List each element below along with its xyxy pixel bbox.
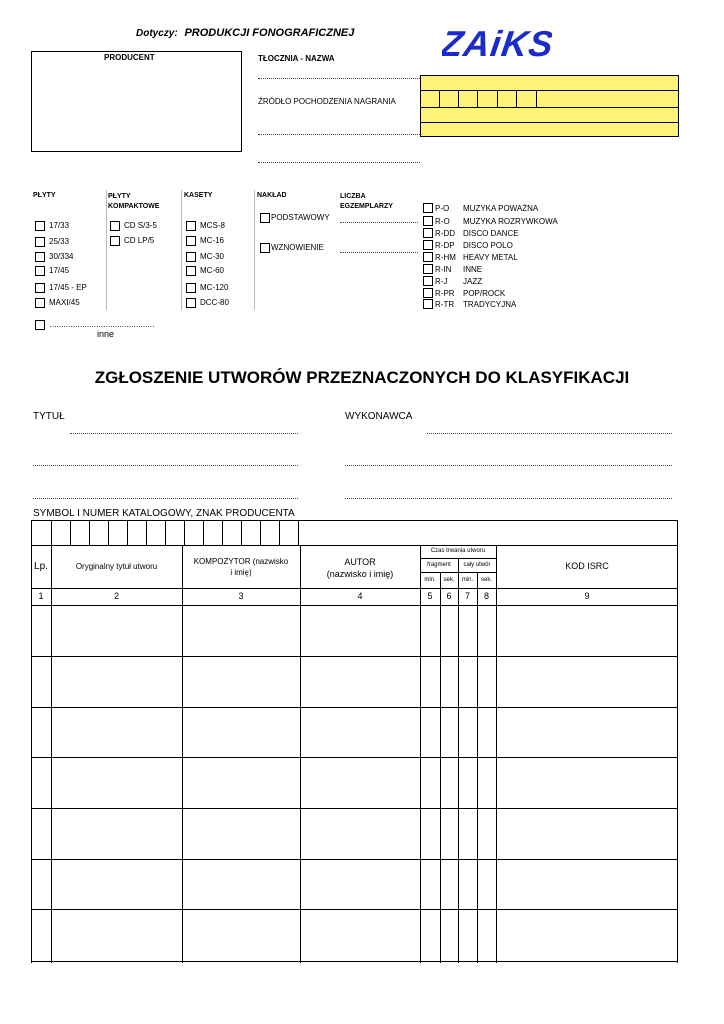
table-row[interactable] [31, 605, 678, 656]
checkbox-icon[interactable] [423, 203, 433, 213]
genre-code: R-DD [435, 229, 455, 238]
col-number: 2 [113, 591, 119, 601]
checkbox-icon[interactable] [35, 320, 45, 330]
liczba-title-line1: LICZBA [340, 193, 366, 200]
genre-name: POP/ROCK [463, 289, 506, 298]
checkbox-icon[interactable] [423, 276, 433, 286]
col-number: 5 [427, 591, 433, 601]
zaiks-logo [442, 22, 552, 62]
option-label: PODSTAWOWY [271, 213, 330, 222]
option-label: 30/334 [49, 252, 74, 261]
liczba-line-2[interactable] [340, 252, 418, 253]
checkbox-icon[interactable] [423, 216, 433, 226]
table-row[interactable] [31, 757, 678, 808]
symbol-label: SYMBOL I NUMER KATALOGOWY, ZNAK PRODUCENTA [33, 508, 295, 519]
option-label: 17/45 [49, 266, 70, 275]
genre-name: HEAVY METAL [463, 253, 518, 262]
page-title: ZGŁOSZENIE UTWORÓW PRZEZNACZONYCH DO KLASYFIKACJI [94, 368, 630, 387]
genre-name: JAZZ [463, 277, 483, 286]
col-number: 7 [464, 591, 470, 601]
extra-line[interactable] [258, 162, 420, 163]
checkbox-icon[interactable] [423, 252, 433, 262]
col-number: 3 [238, 591, 244, 601]
symbol-boxes[interactable] [31, 520, 678, 546]
option-label: CD LP/5 [124, 236, 155, 245]
table-row[interactable] [31, 808, 678, 859]
checkbox-icon[interactable] [423, 264, 433, 274]
checkbox-icon[interactable] [35, 298, 45, 308]
option-label: 17/45 - EP [49, 283, 87, 292]
caly-header: cały utwór [463, 562, 491, 568]
col-number: 8 [483, 591, 489, 601]
zaiks-logo-text: ZAiKS [442, 23, 552, 62]
tytul-line-2[interactable] [33, 465, 298, 466]
fragment-header: fragment [427, 562, 451, 568]
zrodlo-label: ŹRÓDŁO POCHODZENIA NAGRANIA [258, 97, 396, 106]
wykonawca-label: WYKONAWCA [345, 411, 413, 422]
kompaktowe-title [108, 192, 159, 212]
lp-header: Lp. [34, 561, 48, 572]
wykonawca-line-2[interactable] [345, 465, 672, 466]
wykonawca-line-3[interactable] [345, 498, 672, 499]
checkbox-icon[interactable] [260, 213, 270, 223]
table-row[interactable] [31, 909, 678, 961]
genre-name: MUZYKA POWAŻNA [463, 204, 539, 213]
sek-header: sek. [480, 577, 492, 583]
autor-header-line1: AUTOR [344, 557, 376, 567]
isrc-header: KOD ISRC [565, 561, 609, 571]
kompozytor-header-line1: KOMPOZYTOR (nazwisko [193, 557, 289, 566]
option-label: 17/33 [49, 221, 70, 230]
kompaktowe-title-line2: KOMPAKTOWE [108, 203, 160, 210]
autor-header [300, 556, 420, 580]
table-row[interactable] [31, 859, 678, 909]
genre-name: TRADYCYJNA [463, 300, 517, 309]
checkbox-icon[interactable] [35, 221, 45, 231]
option-label: MC-30 [200, 252, 225, 261]
table-row[interactable] [31, 707, 678, 757]
col-number: 9 [584, 591, 590, 601]
genre-code: R-J [435, 277, 448, 286]
liczba-title [340, 192, 393, 212]
checkbox-icon[interactable] [35, 266, 45, 276]
czas-header: Czas trwania utworu [430, 548, 486, 554]
liczba-line-1[interactable] [340, 222, 418, 223]
sek-header: sek. [443, 577, 455, 583]
min-header: min. [424, 577, 436, 583]
checkbox-icon[interactable] [423, 240, 433, 250]
kompaktowe-title-line1: PŁYTY [108, 193, 131, 200]
option-label: CD S/3-5 [124, 221, 157, 230]
option-label: MC-60 [200, 266, 225, 275]
genre-name: DISCO POLO [463, 241, 513, 250]
checkbox-icon[interactable] [186, 236, 196, 246]
genre-name: MUZYKA ROZRYWKOWA [463, 217, 558, 226]
zaiks-logo-graphic [442, 22, 552, 62]
inne-label: inne [97, 329, 115, 339]
checkbox-icon[interactable] [186, 252, 196, 262]
checkbox-icon[interactable] [186, 221, 196, 231]
option-label: 25/33 [49, 237, 70, 246]
tytul-line-1[interactable] [70, 433, 298, 434]
zrodlo-line[interactable] [258, 134, 420, 135]
genre-name: INNE [463, 265, 483, 274]
genre-name: DISCO DANCE [463, 229, 519, 238]
plyty-title: PŁYTY [33, 192, 56, 199]
checkbox-icon[interactable] [110, 221, 120, 231]
title-header: Oryginalny tytuł utworu [75, 562, 158, 571]
liczba-title-line2: EGZEMPLARZY [340, 203, 393, 210]
tytul-line-3[interactable] [33, 498, 298, 499]
checkbox-icon[interactable] [423, 228, 433, 238]
tytul-label: TYTUŁ [33, 411, 65, 422]
option-label: WZNOWIENIE [271, 243, 324, 252]
genre-code: P-O [435, 204, 450, 213]
col-number: 4 [357, 591, 363, 601]
naklad-title: NAKŁAD [257, 192, 287, 199]
checkbox-icon[interactable] [35, 237, 45, 247]
kompozytor-header-line2: i imię) [230, 568, 252, 577]
inne-dots: ……………………………………… [49, 320, 154, 329]
col-number: 6 [446, 591, 452, 601]
genre-code: R-PR [435, 289, 455, 298]
checkbox-icon[interactable] [186, 266, 196, 276]
wykonawca-line-1[interactable] [427, 433, 672, 434]
dotyczy-value: PRODUKCJI FONOGRAFICZNEJ [184, 27, 355, 39]
checkbox-icon[interactable] [186, 298, 196, 308]
checkbox-icon[interactable] [35, 252, 45, 262]
tlocznia-line[interactable] [258, 78, 420, 79]
tlocznia-label: TŁOCZNIA - NAZWA [258, 54, 335, 63]
table-row[interactable] [31, 656, 678, 707]
checkbox-icon[interactable] [423, 288, 433, 298]
option-label: MC-16 [200, 236, 225, 245]
option-label: MAXI/45 [49, 298, 80, 307]
dotyczy-label [136, 27, 354, 39]
genre-code: R-DP [435, 241, 455, 250]
option-label: MCS-8 [200, 221, 225, 230]
checkbox-icon[interactable] [110, 236, 120, 246]
autor-header-line2: (nazwisko i imię) [326, 569, 394, 579]
checkbox-icon[interactable] [260, 243, 270, 253]
checkbox-icon[interactable] [423, 299, 433, 309]
option-label: DCC-80 [200, 298, 229, 307]
option-label: MC-120 [200, 283, 229, 292]
genre-code: R-IN [435, 265, 452, 274]
kasety-title: KASETY [184, 192, 213, 199]
genre-code: R-TR [435, 300, 455, 309]
kompozytor-header [182, 556, 300, 578]
producent-box[interactable] [31, 51, 242, 152]
checkbox-icon[interactable] [35, 283, 45, 293]
dotyczy-text: Dotyczy: [136, 28, 178, 39]
genre-code: R-O [435, 217, 450, 226]
min-header: min. [461, 577, 474, 583]
producent-label: PRODUCENT [104, 53, 155, 62]
checkbox-icon[interactable] [186, 283, 196, 293]
genre-code: R-HM [435, 253, 456, 262]
col-number: 1 [38, 591, 44, 601]
